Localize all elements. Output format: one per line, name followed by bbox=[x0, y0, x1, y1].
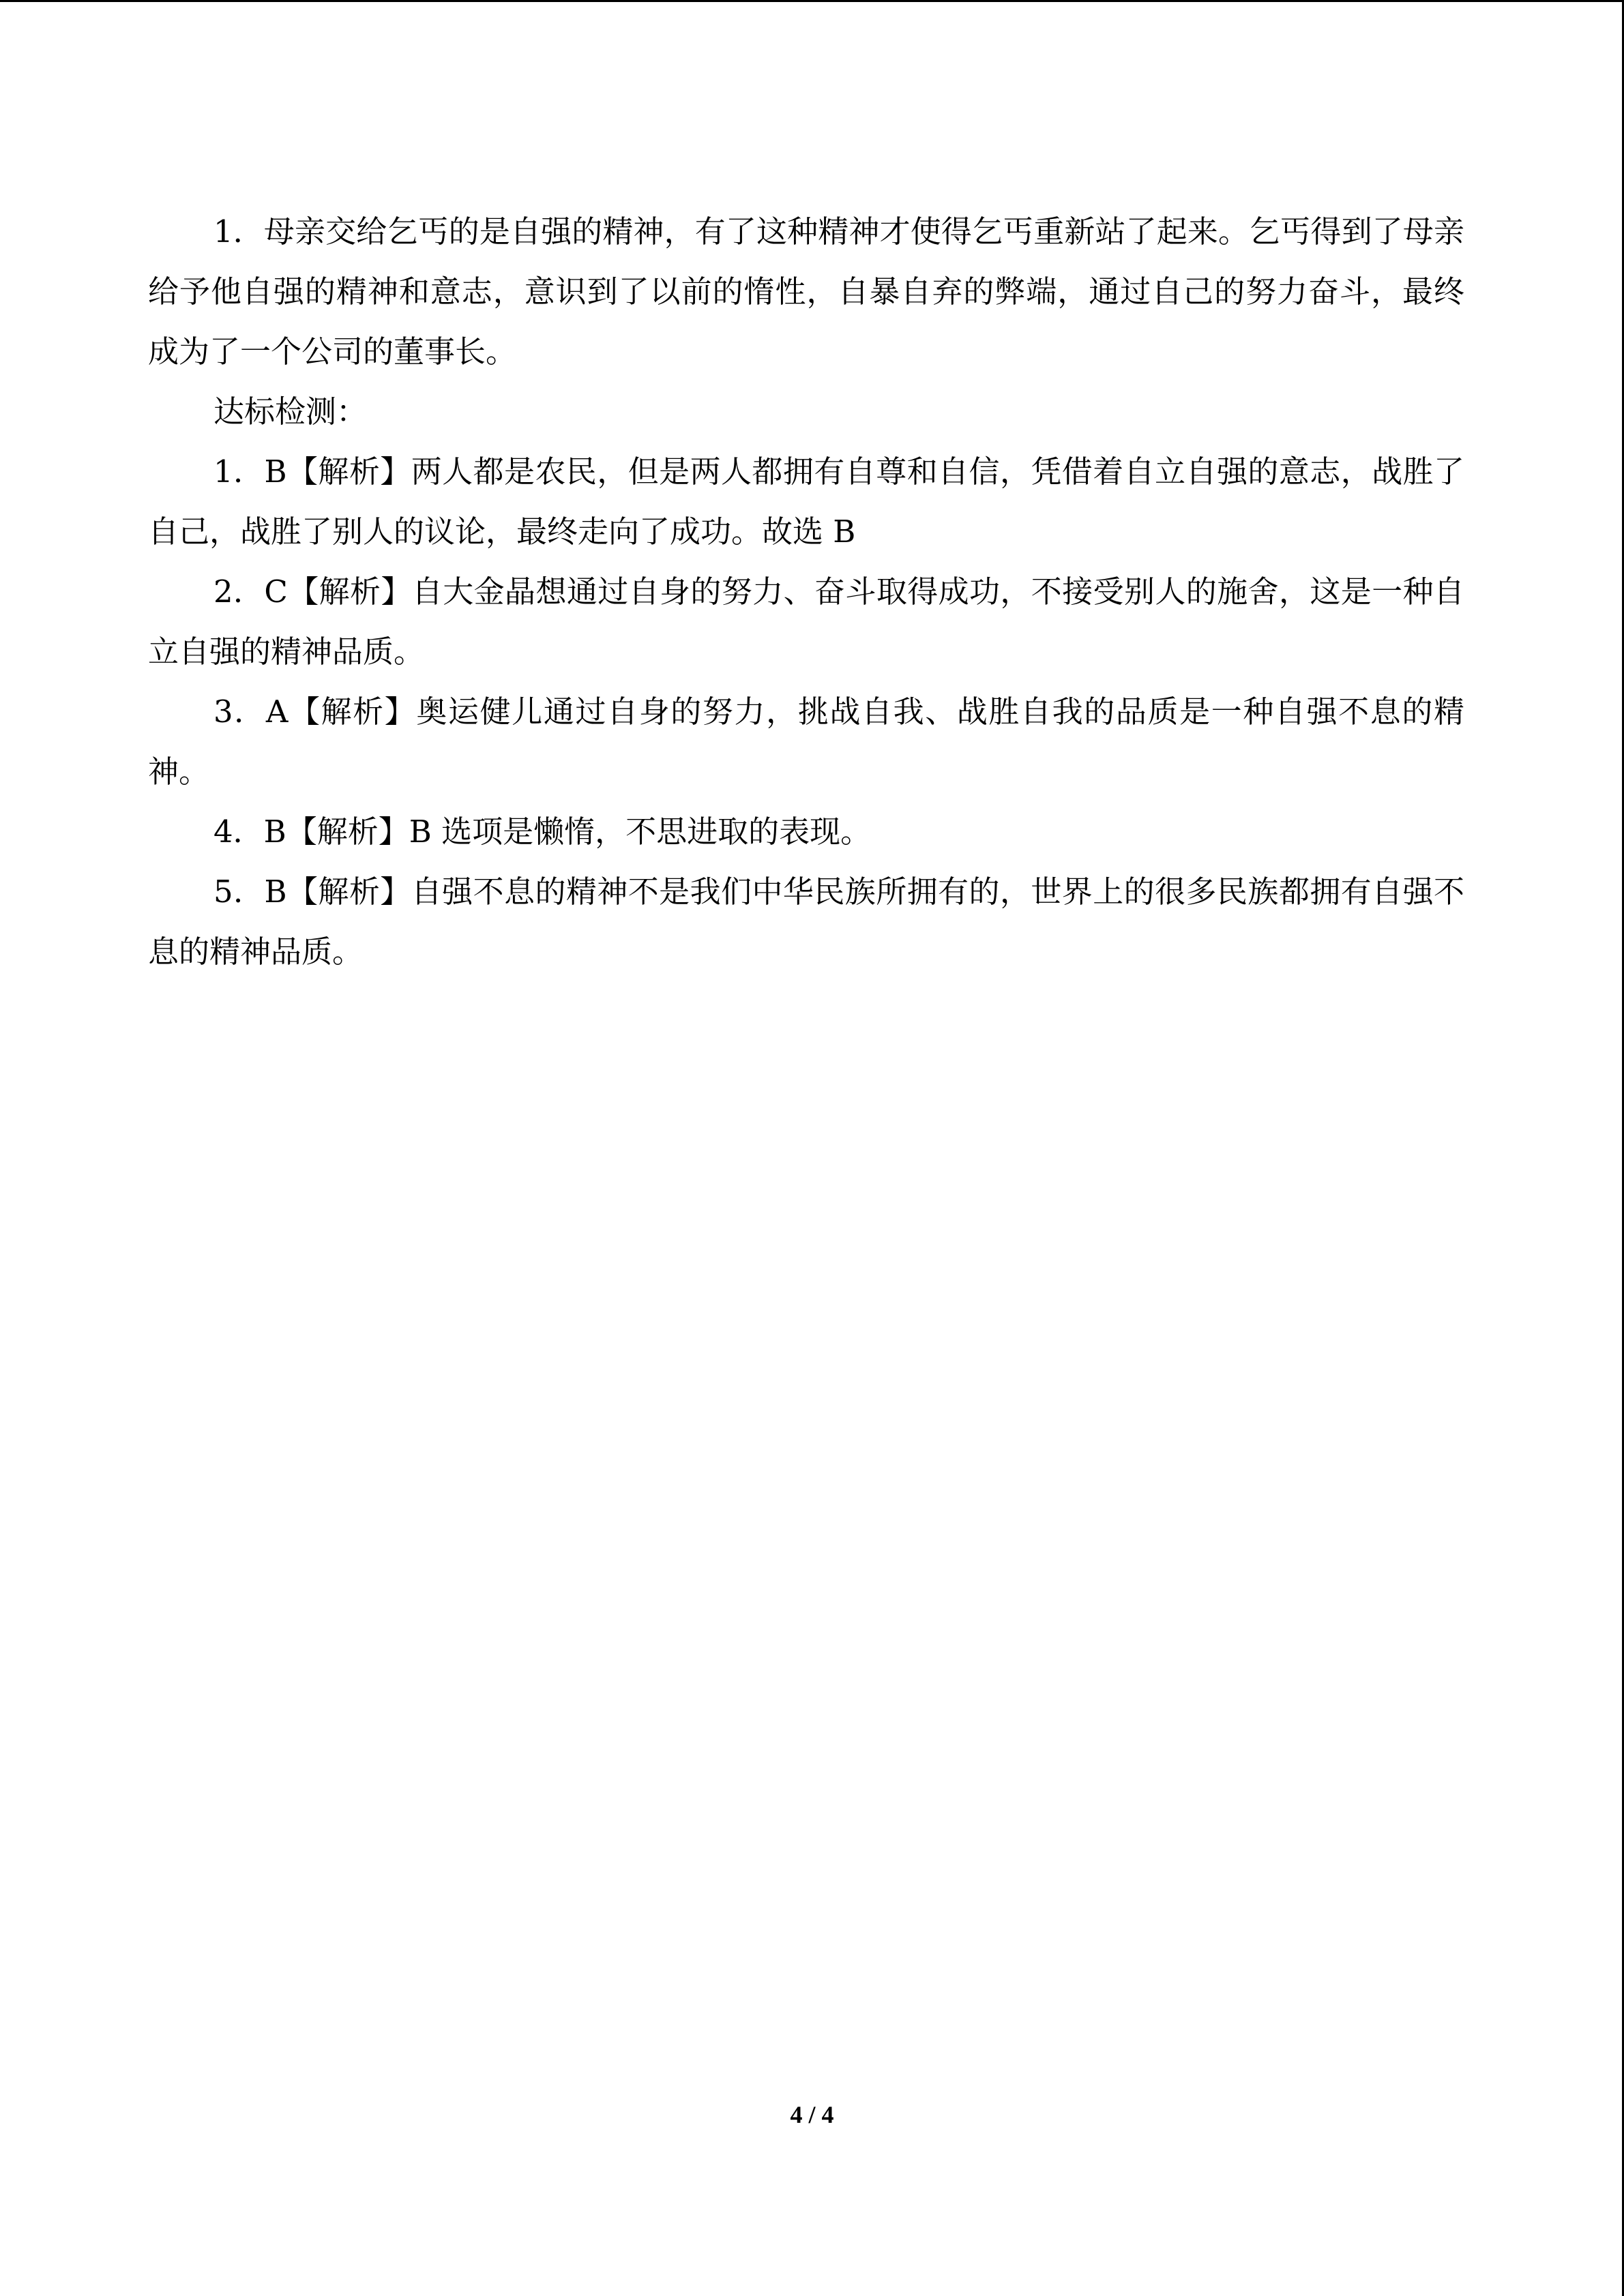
document-body bbox=[148, 202, 1464, 982]
section-heading-standard-test: 达标检测： bbox=[213, 393, 368, 430]
page-number: 4 / 4 bbox=[790, 2101, 834, 2128]
answer-item-3: 3．A【解析】奥运健儿通过自身的努力，挑战自我、战胜自我的品质是一种自强不息的精神。 bbox=[148, 694, 1464, 790]
answer-paragraph: 1．母亲交给乞丐的是自强的精神，有了这种精神才使得乞丐重新站了起来。乞丐得到了母亲给予他自强的精神和意志，意识到了以前的惰性，自暴自弃的弊端，通过自己的努力奋斗，最终成为了一个公司的董事长。 bbox=[148, 213, 1464, 370]
page-top-border bbox=[0, 0, 1624, 2]
answer-item-2: 2．C【解析】自大金晶想通过自身的努力、奋斗取得成功，不接受别人的施舍，这是一种自立自强的精神品质。 bbox=[148, 573, 1464, 670]
answer-item-4: 4．B【解析】B 选项是懒惰，不思进取的表现。 bbox=[213, 814, 872, 850]
answer-item-1: 1．B【解析】两人都是农民，但是两人都拥有自尊和自信，凭借着自立自强的意志，战胜了自己，战胜了别人的议论，最终走向了成功。故选 B bbox=[148, 453, 1464, 550]
answer-item-5: 5．B【解析】自强不息的精神不是我们中华民族所拥有的，世界上的很多民族都拥有自强不息的精神品质。 bbox=[148, 874, 1464, 970]
